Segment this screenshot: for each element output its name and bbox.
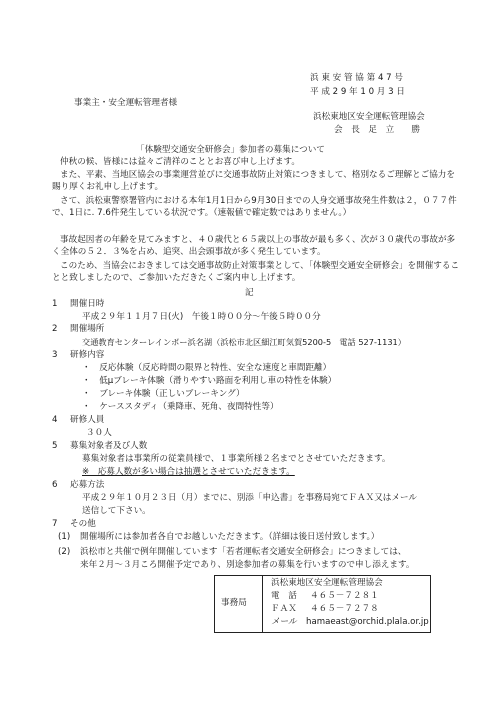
mail-label: メール [271, 617, 297, 627]
note-text-continued: 来年２月～３月ころ開催予定であり、別途参加者の募集を行いますので申し添えます。 [80, 560, 415, 570]
intro-paragraph-2: また、平素、当地区協会の事業運営並びに交通事故防止対策につきまして、格別なるご理解とご協力を賜り厚くお礼申し上げます。 [52, 170, 455, 193]
office-label: 事務局 [221, 598, 247, 608]
document-number: 浜 東 安 管 協 第 4 7 号 [310, 73, 403, 83]
item-line: 平成２９年１０月２３日（月）までに、別添「申込書」を事務局宛てＦＡＸ又はメール [82, 493, 417, 503]
sender-organization: 浜松東地区安全運転管理協会 [313, 112, 425, 122]
ki-heading: 記 [245, 288, 254, 298]
item-number: 4 [52, 415, 58, 425]
note-text: 浜松市と共催で例年開催しています「若者運転者交通安全研修会」につきましては、 [80, 547, 407, 557]
intro-paragraph-5: このため、当協会におきましては交通事故防止対策事業として、「体験型交通安全研修会」を開催することと致しましたので、ご参加いただきたくご案内申し上げます。 [52, 261, 460, 284]
intro-paragraph-1: 仲秋の候、皆様には益々ご清祥のこととお喜び申し上げます。 [60, 157, 300, 167]
item-number: 6 [52, 480, 58, 490]
item-line: ３０人 [86, 428, 112, 438]
item-line: 交通教育センターレインボー浜名湖（浜松市北区細江町気賀5200-5 電話 527-1131） [82, 337, 406, 347]
phone-number: ４６５－７２８１ [310, 591, 379, 601]
item-label-eligibility: 募集対象者及び人数 [70, 441, 148, 451]
item-number: 3 [52, 350, 58, 360]
phone-label: 電 話 [271, 591, 297, 601]
intro-paragraph-4: 事故起因者の年齢を見てみますと、４０歳代と６５歳以上の事故が最も多く、次が３０歳代の事故が多く全体の５２．３%を占め、追突、出会頭事故が多く発生しています。 [52, 235, 456, 258]
item-label-venue: 開催場所 [70, 324, 105, 334]
item-line: ・ 反応体験（反応時間の限界と特性、安全な速度と車間距離） [82, 363, 332, 373]
note-number: (2) [58, 547, 71, 557]
item-label-application: 応募方法 [70, 480, 105, 490]
item-line-lottery-note: ※ 応募人数が多い場合は抽選とさせていただきます。 [82, 467, 295, 477]
fax-number: ４６５－７２７８ [310, 604, 379, 614]
item-line: ・ ブレーキ体験（正しいブレーキング） [82, 389, 245, 399]
intro-paragraph-3: さて、浜松東警察署管内における本年1月1日から9月30日までの人身交通事故発生件数は２，０７７件で、1日に. 7.6件発生している状況です。（速報値で確定数ではありません。） [52, 196, 457, 219]
item-line: ・ ケーススタディ（乗降車、死角、夜間特性等） [82, 402, 279, 412]
document-date: 平 成 2 9 年 1 0 月 3 日 [310, 87, 405, 97]
item-number: 7 [52, 519, 58, 529]
item-line: 送信して下さい。 [82, 506, 151, 516]
sender-name: 会 長 足 立 勝 [334, 125, 420, 135]
item-label-content: 研修内容 [70, 350, 105, 360]
item-label-schedule: 開催日時 [70, 299, 105, 309]
item-line: 募集対象者は事業所の従業員様で、１事業所様２名までとさせていただきます。 [82, 454, 391, 464]
addressee: 事業主・安全運転管理者様 [74, 98, 178, 108]
office-box-divider [262, 575, 263, 632]
item-line: ・ 低μブレーキ体験（滑りやすい路面を利用し車の特性を体験） [82, 376, 337, 386]
document-title: 「体験型交通安全研修会」参加者の募集について [136, 145, 325, 155]
note-text: 開催場所には参加者各自でお越しいただきます。（詳細は後日送付致します。） [80, 532, 380, 542]
item-number: 5 [52, 441, 58, 451]
item-line: 平成２９年１１月７日(火) 午後１時００分～午後５時００分 [82, 312, 321, 322]
fax-label: ＦＡＸ [271, 604, 297, 614]
office-organization: 浜松東地区安全運転管理協会 [271, 578, 383, 588]
item-label-capacity: 研修人員 [70, 415, 105, 425]
mail-address[interactable]: hamaeast@orchid.plala.or.jp [306, 617, 429, 627]
item-label-other: その他 [70, 519, 96, 529]
note-number: (1) [58, 532, 71, 542]
item-number: 2 [52, 324, 58, 334]
item-number: 1 [52, 299, 58, 309]
